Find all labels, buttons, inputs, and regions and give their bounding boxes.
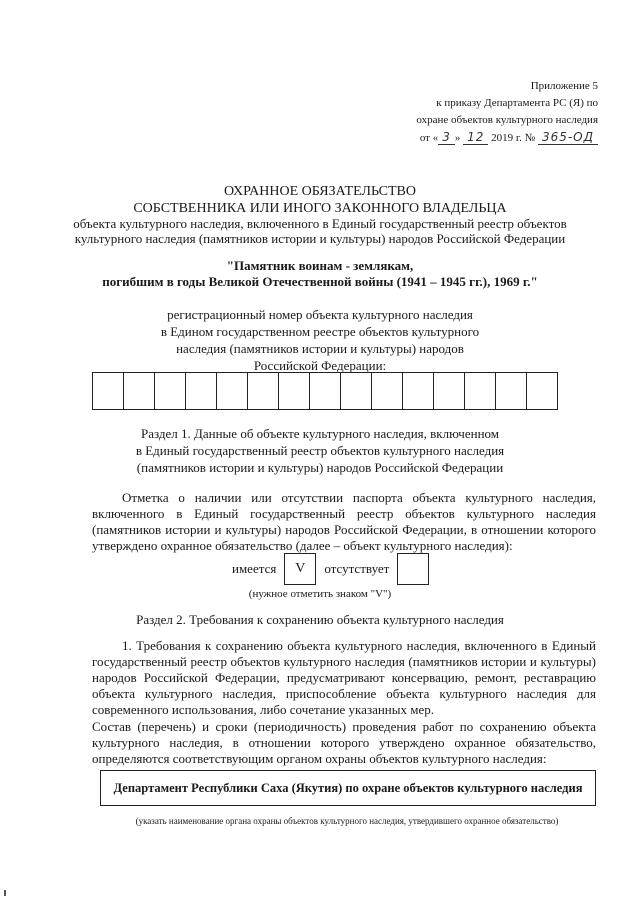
- title-line-4: культурного наследия (памятников истории и культуры) народов Российской Федерации: [74, 231, 566, 246]
- regnum-cell[interactable]: [155, 373, 186, 409]
- registration-number-label: [60, 306, 580, 374]
- regnum-line-3: наследия (памятников истории и культуры) народов: [176, 341, 464, 356]
- date-year: 2019 г. №: [491, 132, 536, 144]
- appendix-header: [358, 78, 598, 147]
- requirements-paragraph: 1. Требования к сохранению объекта культурного наследия, включенного в Единый государственный реестр объектов культурного наследия (памятников истории и культуры) народов Российской Федерации, предусматривают консервацию, ремонт, реставрацию объекта культурного наследия, приспособление объекта культурного наследия для современного использования, либо сочетание указанных мер.: [92, 638, 596, 717]
- organ-name-field[interactable]: [100, 770, 596, 806]
- regnum-cell[interactable]: [186, 373, 217, 409]
- handwritten-number: 365-ОД: [538, 130, 598, 145]
- regnum-cell[interactable]: [248, 373, 279, 409]
- title-line-2: СОБСТВЕННИКА ИЛИ ИНОГО ЗАКОННОГО ВЛАДЕЛЬЦА: [133, 201, 507, 216]
- regnum-cell[interactable]: [496, 373, 527, 409]
- has-passport-label: имеется: [232, 561, 277, 576]
- appendix-line-2: к приказу Департамента РС (Я) по: [436, 97, 598, 109]
- section-1-line-2: в Единый государственный реестр объектов культурного наследия: [135, 443, 505, 458]
- no-passport-label: отсутствует: [324, 561, 390, 576]
- date-prefix: от «: [419, 132, 439, 144]
- regnum-cell[interactable]: [372, 373, 403, 409]
- section-1-heading: [60, 425, 580, 476]
- document-title: [60, 183, 580, 201]
- has-passport-checkbox[interactable]: V: [284, 553, 316, 585]
- organ-note: (указать наименование органа охраны объектов культурного наследия, утвердившего охранное обязательство): [135, 816, 559, 826]
- title-line-3: объекта культурного наследия, включенного в Единый государственный реестр объектов: [73, 216, 567, 231]
- section-1-line-1: Раздел 1. Данные об объекте культурного наследия, включенном: [140, 426, 500, 441]
- date-mid: »: [454, 132, 464, 144]
- regnum-cell[interactable]: [341, 373, 372, 409]
- section-2-heading: Раздел 2. Требования к сохранению объекта культурного наследия: [136, 612, 504, 627]
- handwritten-day: 3: [438, 130, 455, 145]
- handwritten-month: 12: [463, 130, 488, 145]
- object-name-line-1: "Памятник воинам - землякам,: [226, 258, 414, 273]
- works-paragraph: Состав (перечень) и сроки (периодичность) проведения работ по сохранению объекта культурного наследия, в отношении которого утверждено охранное обязательство, определяются соответствующим органом охраны объектов культурного наследия:: [92, 719, 596, 766]
- title-line-1: ОХРАННОЕ ОБЯЗАТЕЛЬСТВО: [224, 184, 416, 199]
- regnum-cell[interactable]: [217, 373, 248, 409]
- check-note: (нужное отметить знаком "V"): [248, 588, 392, 600]
- regnum-cell[interactable]: [527, 373, 557, 409]
- appendix-date-line: [358, 129, 598, 147]
- passport-checks: [232, 553, 437, 585]
- document-subtitle: [60, 216, 580, 246]
- regnum-line-2: в Едином государственном реестре объектов культурного: [160, 324, 480, 339]
- object-name-line-2: погибшим в годы Великой Отечественной войны (1941 – 1945 гг.), 1969 г.": [102, 274, 538, 289]
- regnum-line-1: регистрационный номер объекта культурного наследия: [167, 307, 473, 322]
- regnum-line-4: Российской Федерации:: [253, 358, 387, 373]
- regnum-cell[interactable]: [403, 373, 434, 409]
- registration-number-field[interactable]: [92, 372, 558, 410]
- appendix-line-1: Приложение 5: [530, 80, 598, 92]
- regnum-cell[interactable]: [310, 373, 341, 409]
- scan-mark: [4, 890, 6, 896]
- organ-name: Департамент Республики Саха (Якутия) по охране объектов культурного наследия: [113, 780, 583, 795]
- appendix-line-3: охране объектов культурного наследия: [416, 114, 598, 126]
- passport-paragraph: Отметка о наличии или отсутствии паспорта объекта культурного наследия, включенного в Единый государственный реестр объектов культурного наследия (памятников истории и культуры) народов Российской Федерации, в отношении которого утверждено охранное обязательство (далее – объект культурного наследия):: [92, 490, 596, 553]
- no-passport-checkbox[interactable]: [397, 553, 429, 585]
- regnum-cell[interactable]: [124, 373, 155, 409]
- object-name: [60, 258, 580, 290]
- section-1-line-3: (памятников истории и культуры) народов Российской Федерации: [136, 460, 504, 475]
- regnum-cell[interactable]: [279, 373, 310, 409]
- regnum-cell[interactable]: [434, 373, 465, 409]
- regnum-cell[interactable]: [465, 373, 496, 409]
- regnum-cell[interactable]: [93, 373, 124, 409]
